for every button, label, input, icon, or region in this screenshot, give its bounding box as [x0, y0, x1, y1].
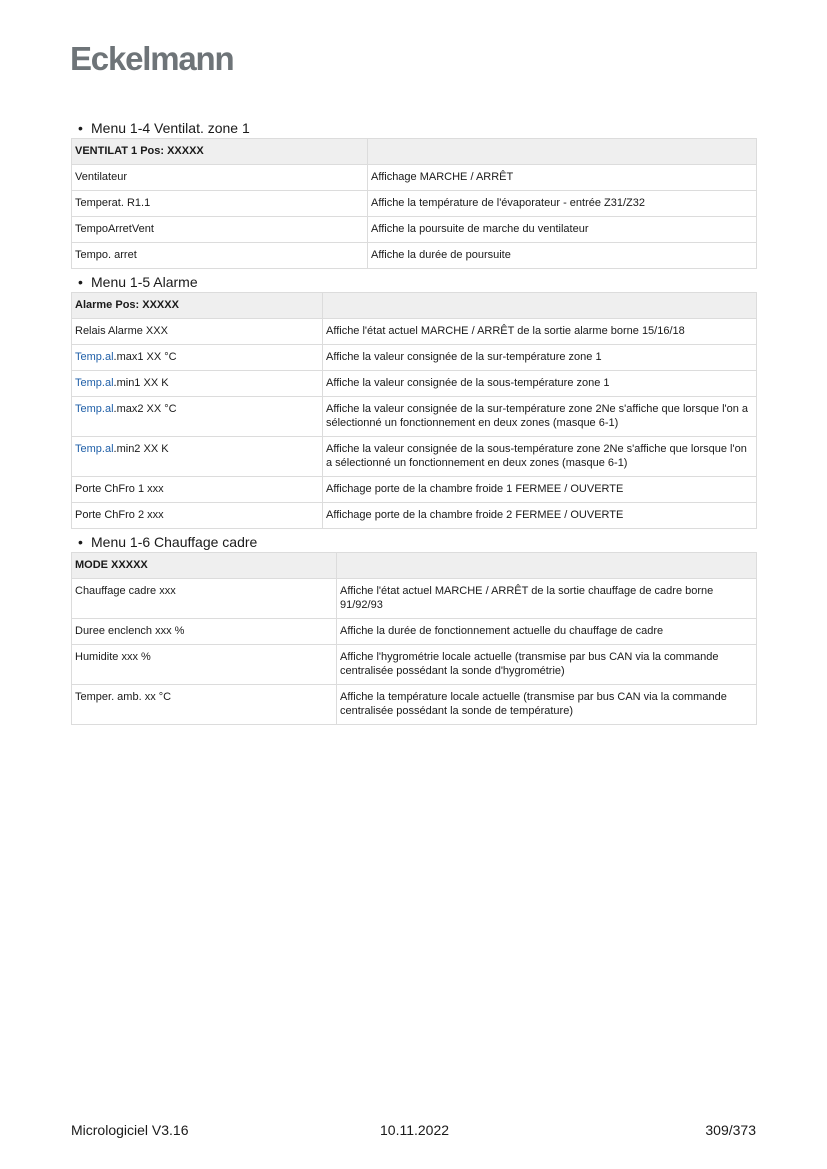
desc-cell: Affiche la température de l'évaporateur - entrée Z31/Z32: [368, 191, 757, 217]
param-link[interactable]: Temp.al: [75, 443, 114, 455]
table-row: [72, 397, 757, 437]
table-row: [72, 477, 757, 503]
header-cell: [323, 293, 757, 319]
footer-firmware: Micrologiciel V3.16: [71, 1122, 189, 1138]
table-row: [72, 345, 757, 371]
header-cell: VENTILAT 1 Pos: XXXXX: [72, 139, 368, 165]
footer-date: 10.11.2022: [380, 1122, 450, 1138]
desc-cell: Affiche la valeur consignée de la sous-température zone 1: [323, 371, 757, 397]
param-cell: Temp.al.max1 XX °C: [72, 345, 323, 371]
table-row: [72, 217, 757, 243]
param-cell: Relais Alarme XXX: [72, 319, 323, 345]
param-cell: Duree enclench xxx %: [72, 619, 337, 645]
desc-cell: Affiche la température locale actuelle (transmise par bus CAN via la commande centralisée possédant la sonde de température): [337, 685, 757, 725]
desc-cell: Affiche la valeur consignée de la sous-température zone 2Ne s'affiche que lorsque l'on a sélectionné un fonctionnement en deux zones (masque 6-1): [323, 437, 757, 477]
table-row: [72, 243, 757, 269]
param-link[interactable]: Temp.al: [75, 351, 114, 363]
table-row: [72, 619, 757, 645]
brand-logo: Eckelmann: [70, 40, 234, 77]
param-cell: Humidite xxx %: [72, 645, 337, 685]
desc-cell: Affiche l'état actuel MARCHE / ARRÊT de la sortie alarme borne 15/16/18: [323, 319, 757, 345]
table-chauffage: [71, 552, 757, 725]
desc-cell: Affichage porte de la chambre froide 2 FERMEE / OUVERTE: [323, 503, 757, 529]
table-row: [72, 579, 757, 619]
param-cell: Temp.al.min2 XX K: [72, 437, 323, 477]
desc-cell: Affiche la durée de poursuite: [368, 243, 757, 269]
table-header-row: [72, 139, 757, 165]
desc-cell: Affiche la valeur consignée de la sur-température zone 1: [323, 345, 757, 371]
desc-cell: Affiche la valeur consignée de la sur-température zone 2Ne s'affiche que lorsque l'on a sélectionné un fonctionnement en deux zones (masque 6-1): [323, 397, 757, 437]
section-title-alarme: • Menu 1-5 Alarme: [78, 274, 198, 290]
section-title-chauffage: • Menu 1-6 Chauffage cadre: [78, 534, 258, 550]
param-cell: Temperat. R1.1: [72, 191, 368, 217]
table-row: [72, 503, 757, 529]
param-cell: Porte ChFro 1 xxx: [72, 477, 323, 503]
desc-cell: Affichage porte de la chambre froide 1 FERMEE / OUVERTE: [323, 477, 757, 503]
table-alarme: [71, 292, 757, 529]
param-cell: Chauffage cadre xxx: [72, 579, 337, 619]
header-cell: [337, 553, 757, 579]
header-cell: MODE XXXXX: [72, 553, 337, 579]
table-header-row: [72, 293, 757, 319]
param-cell: Tempo. arret: [72, 243, 368, 269]
table-row: [72, 191, 757, 217]
footer-page-number: 309/373: [705, 1122, 756, 1138]
table-row: [72, 685, 757, 725]
desc-cell: Affiche l'état actuel MARCHE / ARRÊT de la sortie chauffage de cadre borne 91/92/93: [337, 579, 757, 619]
desc-cell: Affichage MARCHE / ARRÊT: [368, 165, 757, 191]
param-cell: Porte ChFro 2 xxx: [72, 503, 323, 529]
desc-cell: Affiche la poursuite de marche du ventilateur: [368, 217, 757, 243]
param-cell: TempoArretVent: [72, 217, 368, 243]
param-link[interactable]: Temp.al: [75, 403, 114, 415]
param-cell: Temp.al.max2 XX °C: [72, 397, 323, 437]
table-ventilat: [71, 138, 757, 269]
table-row: [72, 165, 757, 191]
table-row: [72, 645, 757, 685]
header-cell: [368, 139, 757, 165]
table-row: [72, 319, 757, 345]
table-row: [72, 371, 757, 397]
param-link[interactable]: Temp.al: [75, 377, 114, 389]
bullet-icon: •: [78, 274, 83, 290]
section-title-ventilat: • Menu 1-4 Ventilat. zone 1: [78, 120, 250, 136]
table-row: [72, 437, 757, 477]
param-cell: Ventilateur: [72, 165, 368, 191]
header-cell: Alarme Pos: XXXXX: [72, 293, 323, 319]
bullet-icon: •: [78, 534, 83, 550]
param-cell: Temper. amb. xx °C: [72, 685, 337, 725]
desc-cell: Affiche l'hygrométrie locale actuelle (transmise par bus CAN via la commande centralisée possédant la sonde d'hygrométrie): [337, 645, 757, 685]
table-header-row: [72, 553, 757, 579]
document-content: [71, 119, 756, 729]
bullet-icon: •: [78, 120, 83, 136]
param-cell: Temp.al.min1 XX K: [72, 371, 323, 397]
desc-cell: Affiche la durée de fonctionnement actuelle du chauffage de cadre: [337, 619, 757, 645]
